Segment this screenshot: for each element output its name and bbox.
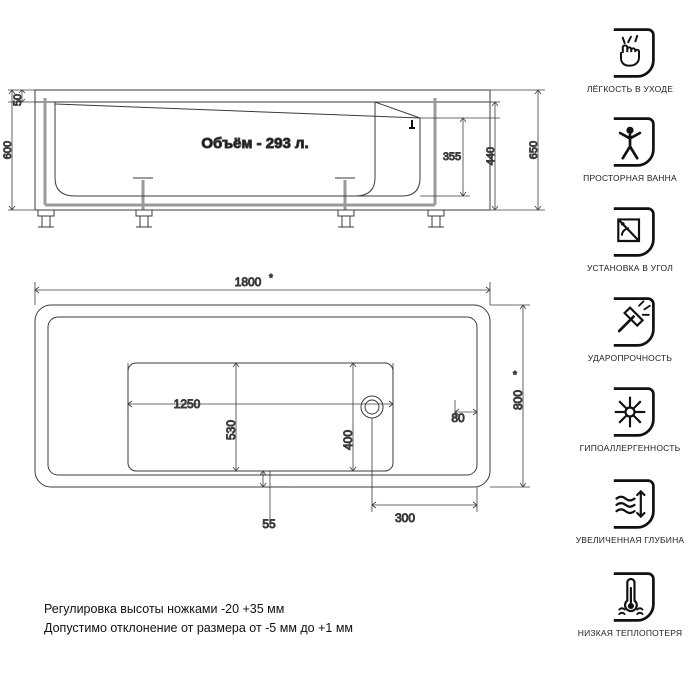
overflow-detail — [409, 120, 415, 128]
thermometer-water-icon — [603, 570, 657, 624]
dim-label-55: 55 — [262, 517, 276, 531]
note-line-2: Допустимо отклонение от размера от -5 мм до +1 мм — [44, 621, 354, 636]
dim-label-600: 600 — [2, 140, 14, 160]
feature-label-3: УСТАНОВКА В УГОЛ — [586, 263, 674, 273]
corner-icon — [603, 205, 657, 259]
dim-label-1800: 1800 — [234, 275, 262, 289]
bath-feet — [38, 210, 444, 227]
note-line-1: Регулировка высоты ножками -20 +35 мм — [44, 602, 285, 616]
dim-label-800-star: * — [513, 370, 517, 381]
feature-item-6 — [560, 477, 700, 545]
hand-wipe-icon — [603, 26, 657, 80]
flower-icon — [603, 385, 657, 439]
dim-label-80: 80 — [451, 411, 465, 425]
dim-label-530: 530 — [224, 419, 238, 441]
feature-item-7 — [560, 570, 700, 638]
dim-label-50: 50 — [12, 93, 24, 107]
dim-label-650: 650 — [528, 140, 540, 160]
volume-label: Объём - 293 л. — [201, 135, 309, 152]
notes-block — [44, 600, 464, 639]
feature-item-1 — [560, 26, 700, 94]
feature-list — [560, 0, 700, 700]
feature-label-1: ЛЁГКОСТЬ В УХОДЕ — [586, 84, 674, 94]
feature-item-5 — [560, 385, 700, 453]
feature-label-6: УВЕЛИЧЕННАЯ ГЛУБИНА — [575, 535, 685, 545]
feature-label-4: УДАРОПРОЧНОСТЬ — [587, 353, 673, 363]
dim-label-440: 440 — [485, 146, 497, 166]
dim-label-355: 355 — [442, 151, 462, 163]
depth-arrows-icon — [603, 477, 657, 531]
dim-label-400: 400 — [341, 429, 355, 451]
dim-plan-view — [35, 282, 530, 520]
plan-view-bath — [35, 305, 490, 487]
feature-item-3 — [560, 205, 700, 273]
dim-label-800: 800 — [511, 389, 525, 411]
dim-right-front-view — [420, 90, 545, 210]
feature-item-2 — [560, 115, 700, 183]
dim-label-300: 300 — [394, 511, 416, 525]
feature-label-5: ГИПОАЛЛЕРГЕННОСТЬ — [579, 443, 681, 453]
person-icon — [603, 115, 657, 169]
dim-label-1250: 1250 — [173, 397, 201, 411]
bath-frame-legs — [45, 98, 435, 210]
feature-label-2: ПРОСТОРНАЯ ВАННА — [583, 173, 677, 183]
feature-label-7: НИЗКАЯ ТЕПЛОПОТЕРЯ — [577, 628, 683, 638]
hammer-icon — [603, 295, 657, 349]
feature-item-4 — [560, 295, 700, 363]
dim-label-1800-star: * — [269, 273, 273, 284]
